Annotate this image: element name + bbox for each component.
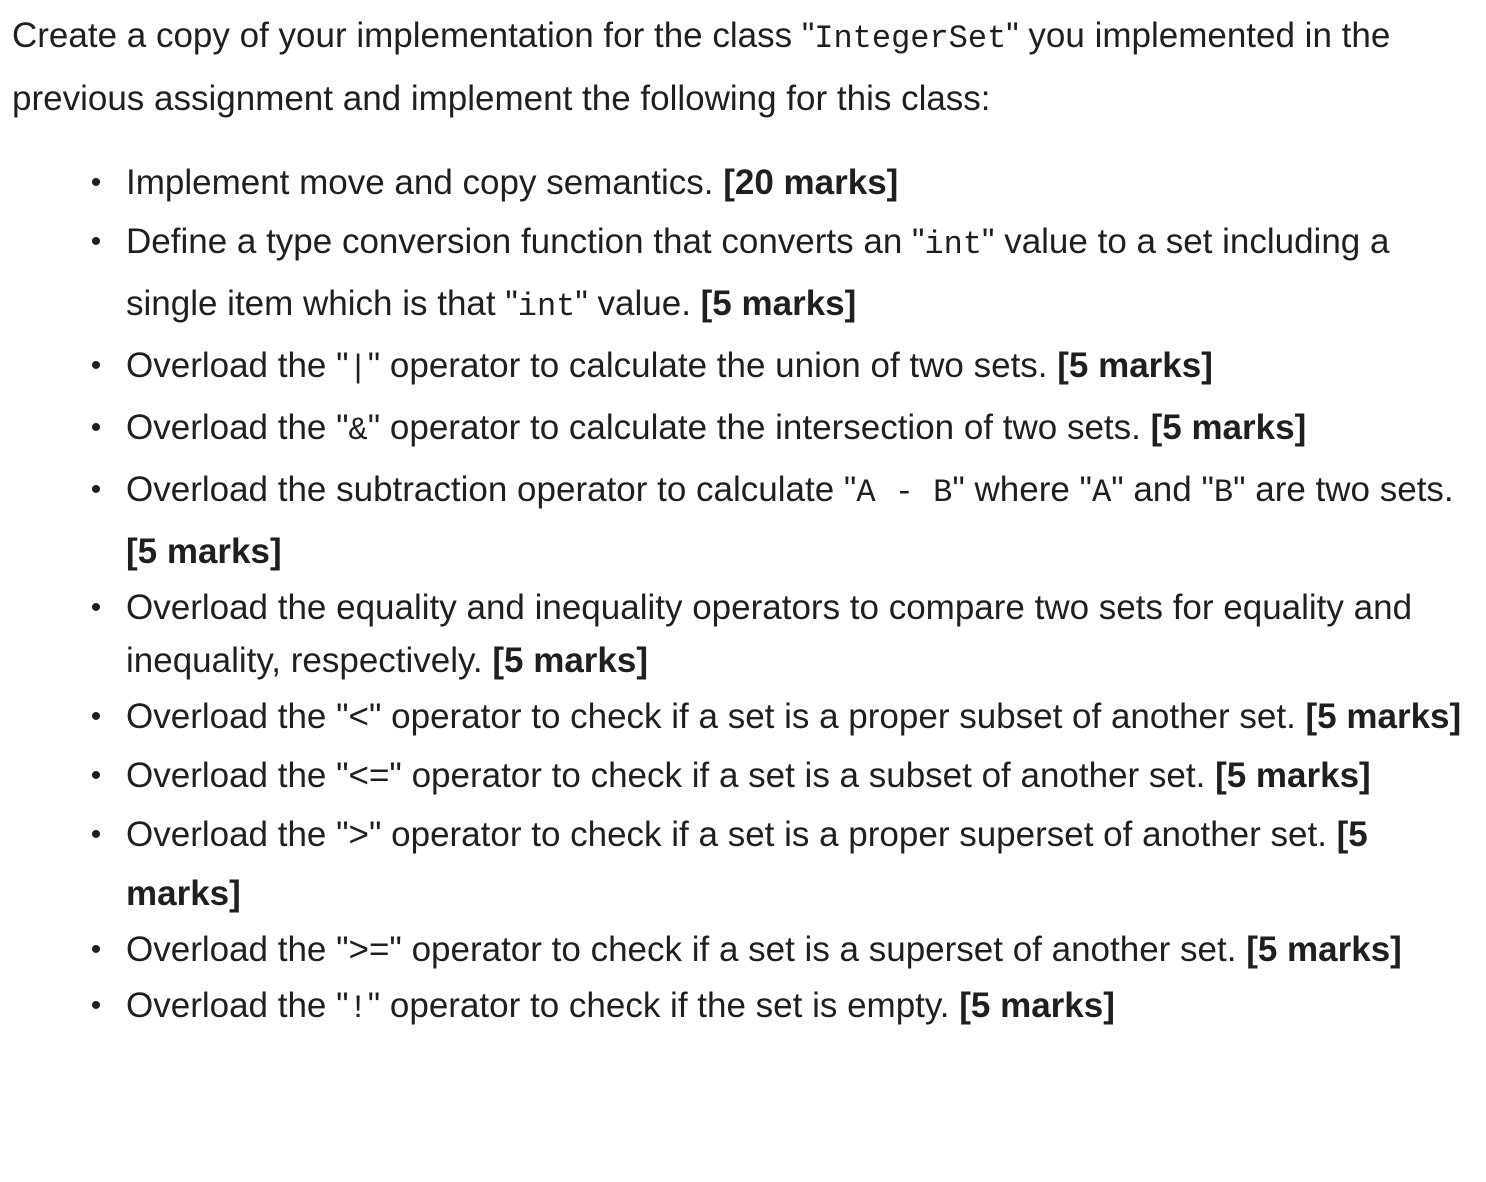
code-snippet: B	[1213, 474, 1234, 511]
list-item	[12, 687, 1478, 746]
task-list	[12, 153, 1478, 1038]
marks-label: [5 marks]	[1057, 346, 1213, 385]
task-text: " operator to check if the set is empty.	[367, 986, 960, 1025]
bullet-icon: •	[90, 591, 102, 624]
list-item	[12, 581, 1478, 687]
marks-label: [5 marks]	[1305, 697, 1462, 736]
list-item	[12, 398, 1478, 460]
list-item	[12, 212, 1478, 336]
task-text: " operator to calculate the intersection of two sets.	[367, 408, 1151, 447]
code-snippet: A - B	[856, 474, 953, 511]
task-text: Overload the "	[126, 346, 349, 385]
list-item	[12, 746, 1478, 805]
task-text: " value to a set including a single item which is that "	[126, 222, 1390, 323]
code-snippet: A	[1091, 474, 1112, 511]
marks-label: [5 marks]	[1215, 756, 1371, 795]
task-text: Overload the "<" operator to check if a set is a proper subset of another set.	[126, 697, 1306, 736]
task-text: Implement move and copy semantics.	[126, 163, 724, 202]
task-text: Overload the ">" operator to check if a set is a proper superset of another set.	[126, 815, 1337, 854]
marks-label: [20 marks]	[723, 163, 899, 202]
bullet-icon: •	[90, 473, 102, 506]
code-snippet: &	[348, 412, 368, 449]
code-snippet: int	[924, 226, 983, 263]
task-text: Overload the "	[126, 986, 349, 1025]
bullet-icon: •	[90, 700, 102, 733]
task-text: Overload the "<=" operator to check if a set is a subset of another set.	[126, 756, 1216, 795]
code-snippet: !	[348, 990, 368, 1027]
bullet-icon: •	[90, 411, 102, 444]
list-item	[12, 805, 1478, 923]
bullet-icon: •	[90, 818, 102, 851]
task-text: " are two sets.	[1233, 470, 1454, 509]
marks-label: [5 marks]	[700, 284, 857, 323]
marks-label: [5 marks]	[126, 532, 282, 571]
intro-paragraph	[12, 6, 1478, 129]
task-text: Overload the equality and inequality operators to compare two sets for equality and inequality, respectively.	[126, 588, 1413, 680]
bullet-icon: •	[90, 166, 102, 199]
intro-text: " you implemented in the previous assignment and implement the following for this class:	[12, 16, 1391, 118]
task-text: " value.	[575, 284, 701, 323]
task-text: Overload the subtraction operator to calculate "	[126, 470, 857, 509]
marks-label: [5 marks]	[1246, 930, 1402, 969]
marks-label: [5 marks]	[126, 815, 1368, 913]
marks-label: [5 marks]	[959, 986, 1115, 1025]
list-item	[12, 976, 1478, 1038]
class-name-code: IntegerSet	[814, 20, 1007, 57]
code-snippet: |	[348, 350, 368, 387]
list-item	[12, 336, 1478, 398]
bullet-icon: •	[90, 933, 102, 966]
list-item	[12, 460, 1478, 581]
code-snippet: int	[517, 288, 576, 325]
task-text: Overload the "	[126, 408, 349, 447]
task-text: Define a type conversion function that converts an "	[126, 222, 925, 261]
intro-text: Create a copy of your implementation for the class "	[12, 16, 815, 55]
task-text: " and "	[1111, 470, 1214, 509]
task-text: " where "	[952, 470, 1092, 509]
task-text: " operator to calculate the union of two sets.	[367, 346, 1058, 385]
task-text: Overload the ">=" operator to check if a set is a superset of another set.	[126, 930, 1247, 969]
bullet-icon: •	[90, 225, 102, 258]
bullet-icon: •	[90, 349, 102, 382]
bullet-icon: •	[90, 759, 102, 792]
list-item	[12, 153, 1478, 212]
marks-label: [5 marks]	[492, 641, 649, 680]
list-item	[12, 923, 1478, 976]
marks-label: [5 marks]	[1150, 408, 1307, 447]
bullet-icon: •	[90, 989, 102, 1022]
